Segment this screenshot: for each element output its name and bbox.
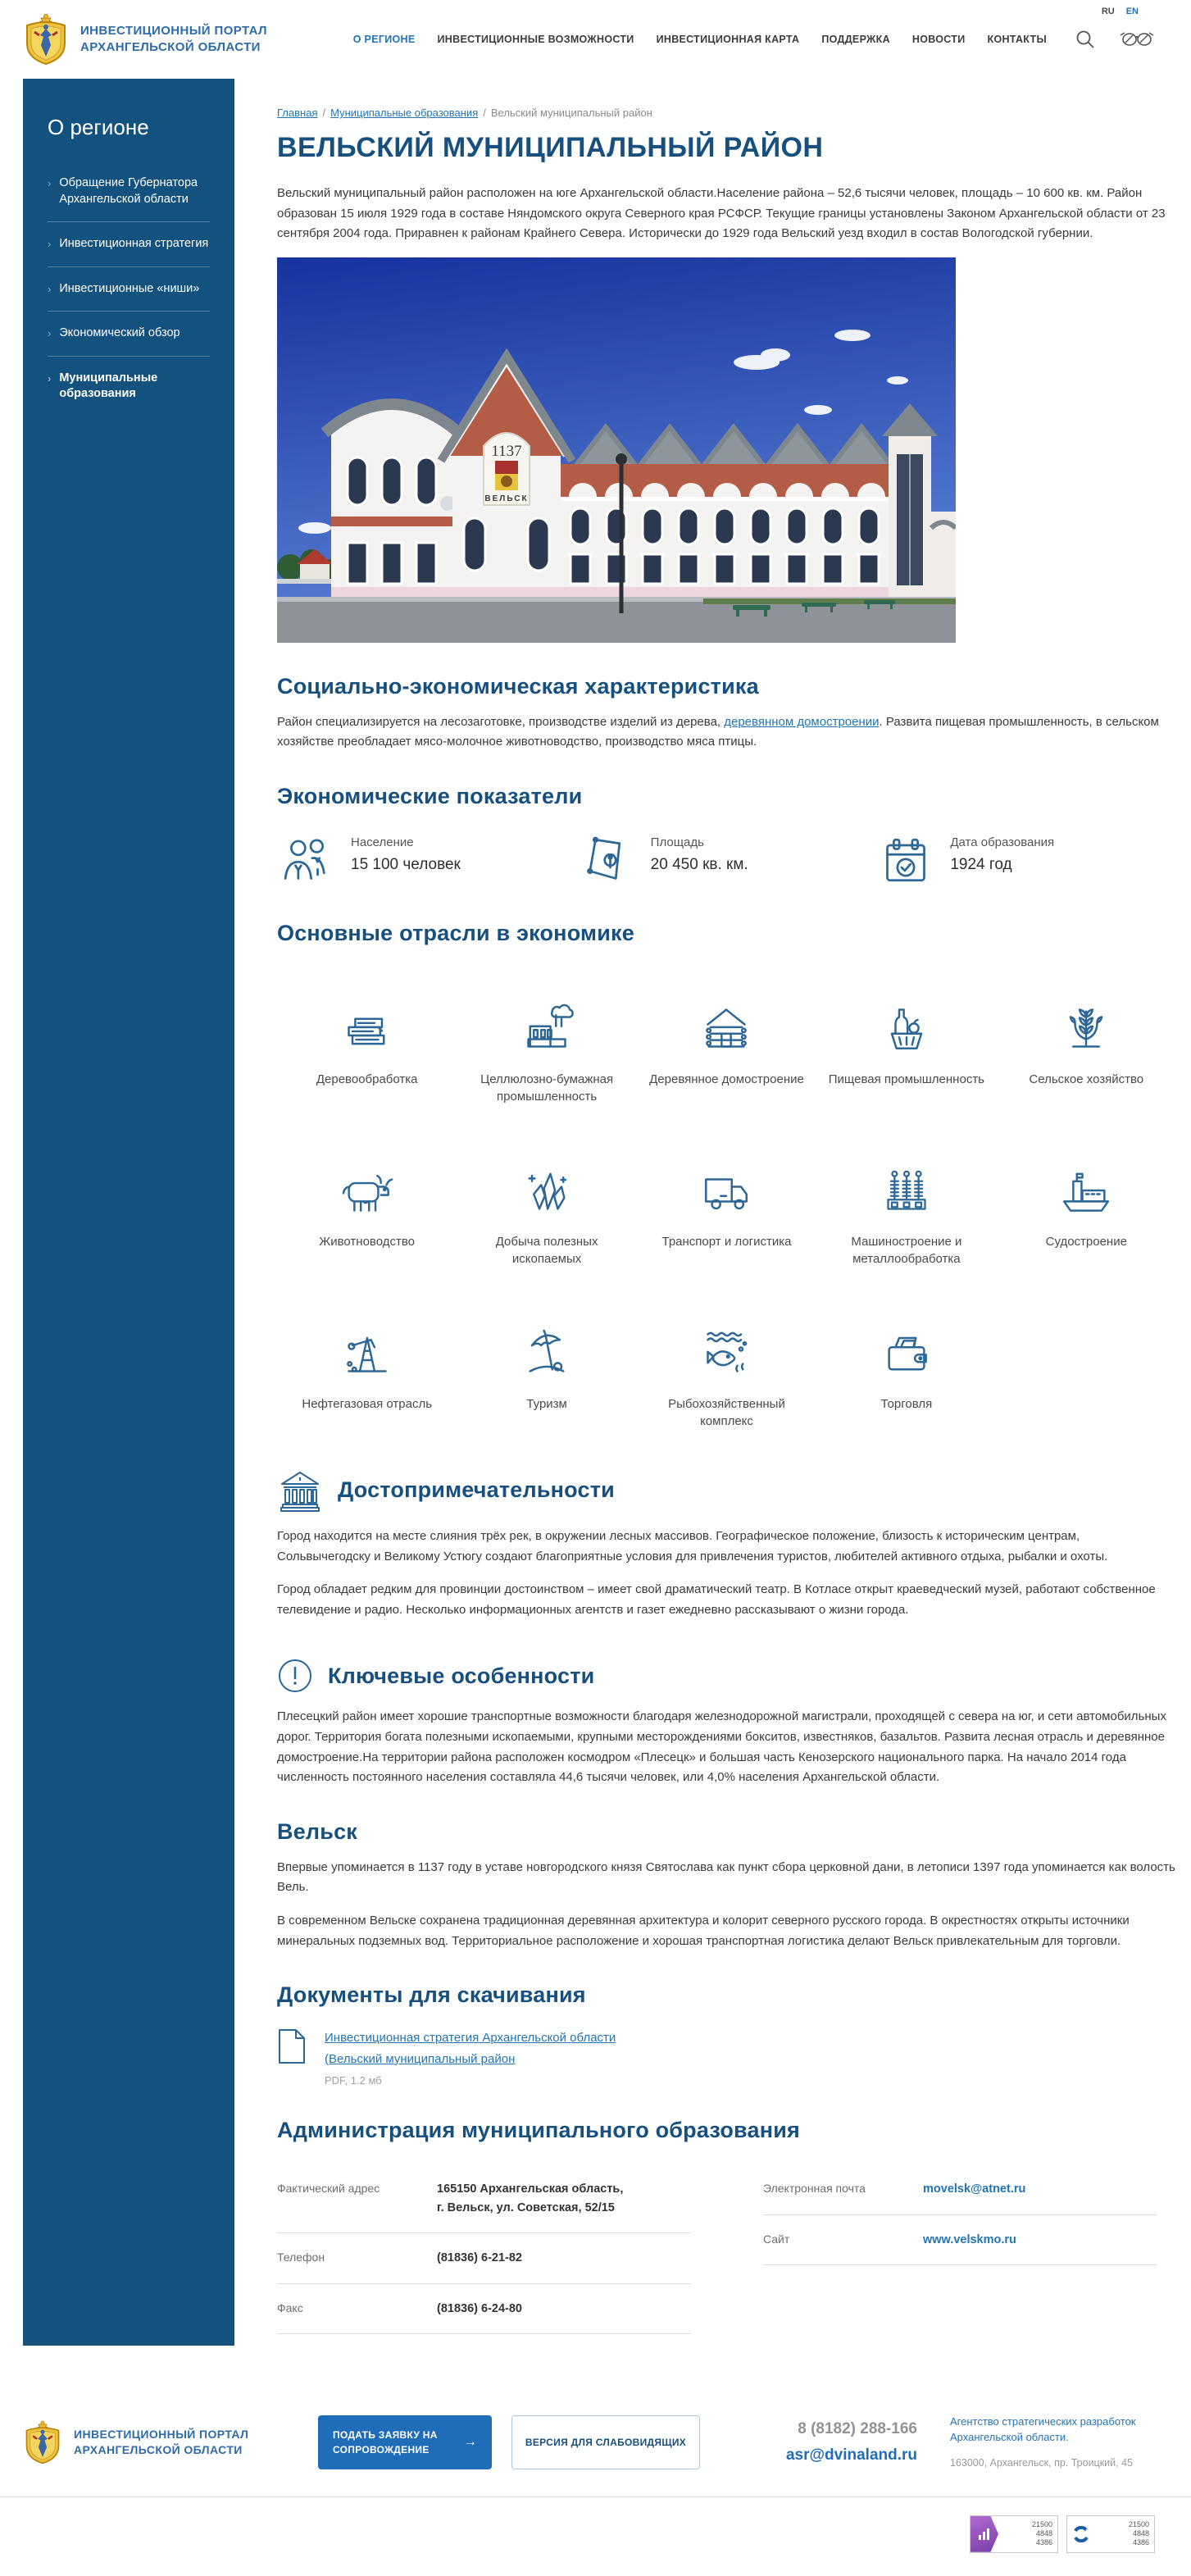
table-row — [277, 2164, 691, 2233]
sidebar-item-label: Муниципальные образования — [59, 371, 158, 401]
food-industry-icon — [877, 999, 936, 1058]
features-heading-row — [277, 1658, 1176, 1694]
row-label: Телефон — [277, 2251, 325, 2264]
indicator-area — [577, 831, 877, 890]
people-icon — [277, 831, 336, 890]
content-layout — [0, 79, 1191, 2346]
industry-label: Животноводство — [319, 1234, 415, 1249]
main-content — [277, 79, 1176, 2346]
row-label: Факс — [277, 2301, 303, 2314]
nav-support[interactable]: ПОДДЕРЖКА — [821, 34, 890, 45]
apply-support-label: ПОДАТЬ ЗАЯВКУ НА СОПРОВОЖДЕНИЕ — [333, 2428, 438, 2455]
industry-label: Добыча полезных ископаемых — [495, 1234, 598, 1266]
footer-email[interactable]: asr@dvinaland.ru — [785, 2446, 917, 2464]
sidebar-item-label: Инвестиционные «ниши» — [59, 281, 200, 295]
chevron-right-icon: › — [48, 282, 52, 295]
sidebar-item-governor-address[interactable] — [48, 162, 210, 222]
agency-name: Агентство стратегических разработок Архангельской области. — [950, 2414, 1136, 2443]
footer-logo[interactable] — [23, 2419, 318, 2465]
industry-label: Туризм — [526, 1396, 567, 1411]
header — [0, 0, 1191, 79]
nav-contacts[interactable]: КОНТАКТЫ — [987, 34, 1047, 45]
industry-livestock — [277, 1145, 457, 1268]
indicators-heading: Экономические показатели — [277, 783, 583, 808]
administration-heading: Администрация муниципального образования — [277, 2118, 800, 2143]
log-house-icon — [697, 999, 756, 1058]
document-meta: PDF, 1.2 мб — [325, 2074, 382, 2087]
social-economic-heading: Социально-экономическая характеристика — [277, 673, 759, 699]
row-value: (81836) 6-21-82 — [437, 2251, 522, 2265]
emblem-year: 1137 — [491, 442, 522, 460]
industries-grid — [277, 982, 1176, 1430]
social-economic-text — [277, 712, 1176, 753]
page-title: ВЕЛЬСКИЙ МУНИЦИПАЛЬНЫЙ РАЙОН — [277, 132, 824, 163]
address-line: 165150 Архангельская область, — [437, 2182, 624, 2196]
header-icons — [1075, 29, 1155, 50]
site-logo[interactable] — [23, 12, 267, 66]
administration-left-column — [277, 2164, 691, 2334]
text-fragment: . Развита пищевая промышленность, в сельском хозяйстве преобладает мясо-молочное животноводство, производство мяса птицы. — [277, 714, 1159, 749]
breadcrumb: Главная / Муниципальные образования / Вельский муниципальный район — [277, 107, 652, 119]
indicator-value: 15 100 человек — [351, 855, 461, 873]
minerals-icon — [517, 1161, 576, 1220]
visit-counter-liveinternet[interactable] — [970, 2515, 1058, 2553]
sidebar — [23, 79, 234, 2346]
industry-tourism — [457, 1307, 636, 1430]
industry-food — [816, 982, 996, 1105]
emblem-city: ВЕЛЬСК — [484, 494, 529, 503]
address-line: г. Вельск, ул. Советская, 52/15 — [437, 2201, 615, 2214]
indicator-value: 20 450 кв. км. — [650, 855, 748, 873]
industry-machinery — [816, 1145, 996, 1268]
velsk-paragraph-1: Впервые упоминается в 1137 году в уставе новгородского князя Святослава как пункт сбора церковной дани, в летописи 1397 года упоминается как волость Вель. — [277, 1859, 1175, 1895]
arrow-right-icon: → — [463, 2434, 477, 2449]
document-item — [277, 2028, 1176, 2087]
attractions-heading: Достопримечательности — [338, 1477, 615, 1503]
table-row — [277, 2284, 691, 2334]
lang-ru[interactable]: RU — [1101, 7, 1115, 16]
row-label: Сайт — [763, 2232, 790, 2246]
features-paragraph: Плесецкий район имеет хорошие транспортные возможности благодаря железнодорожной магистрали, проходящей с севера на юг, и сети автомобильных дорог. Территория богата полезными ископаемыми, крупными месторождениями бокситов, известняков, базальтов. Развита лесная отрасль и деревянное домостроение.На территории района расположен космодром «Плесецк» и большая часть Кенозерского национального парка. На начало 2014 года численность постоянного населения составляла 44,6 тысячи человек, или 4,0% населения Архангельской области. — [277, 1709, 1166, 1785]
truck-icon — [697, 1161, 756, 1220]
industry-woodworking — [277, 982, 457, 1105]
indicator-population — [277, 831, 577, 890]
main-nav — [353, 34, 1047, 45]
ship-icon — [1055, 1161, 1117, 1220]
industry-trade — [816, 1307, 996, 1430]
industry-pulp-paper — [457, 982, 636, 1105]
chevron-right-icon: › — [48, 177, 52, 189]
agency-address: 163000, Архангельск, пр. Троицкий, 45 — [950, 2456, 1133, 2469]
sidebar-title: О регионе — [48, 115, 149, 139]
nav-about-region[interactable]: О РЕГИОНЕ — [352, 34, 416, 45]
attractions-heading-row — [277, 1468, 1176, 1513]
bar-chart-icon — [971, 2516, 998, 2552]
lang-en[interactable]: EN — [1125, 7, 1139, 16]
footer-site-title: ИНВЕСТИЦИОННЫЙ ПОРТАЛ АРХАНГЕЛЬСКОЙ ОБЛАСТИ — [74, 2427, 249, 2456]
sidebar-item-invest-strategy[interactable] — [48, 222, 210, 267]
breadcrumb-home[interactable]: Главная — [277, 107, 318, 119]
accessibility-glasses-icon[interactable] — [1119, 31, 1155, 48]
cow-icon — [336, 1161, 398, 1220]
indicator-label: Дата образования — [950, 835, 1055, 849]
footer-phone[interactable]: 8 (8182) 288-166 — [798, 2419, 917, 2437]
paper-mill-icon — [517, 999, 576, 1058]
industries-heading: Основные отрасли в экономике — [277, 920, 634, 945]
intro-paragraph: Вельский муниципальный район расположен на юге Архангельской области.Население района – 52,6 тысячи человек, площадь – 10 600 кв. км. Район образован 15 июля 1929 года в составе Няндомского округа Северного края РСФСР. Текущие границы установлены Законом Архангельской области от 23 сентября 2004 года. Приравнен к районам Крайнего Севера. Исторически до 1929 года Вельский уезд входил в состав Вологодской губернии. — [277, 186, 1166, 241]
chevron-right-icon: › — [48, 238, 52, 251]
administration-table — [277, 2164, 1176, 2334]
apply-support-button[interactable] — [318, 2415, 492, 2469]
industry-label: Нефтегазовая отрасль — [302, 1396, 433, 1411]
site-title: ИНВЕСТИЦИОННЫЙ ПОРТАЛ АРХАНГЕЛЬСКОЙ ОБЛАСТИ — [80, 23, 267, 54]
industry-label: Целлюлозно-бумажная промышленность — [480, 1072, 614, 1104]
map-pin-icon — [577, 831, 636, 890]
industry-shipbuilding — [997, 1145, 1176, 1268]
exclamation-circle-icon — [277, 1658, 313, 1694]
row-value: (81836) 6-24-80 — [437, 2301, 522, 2315]
email-link[interactable]: movelsk@atnet.ru — [923, 2182, 1026, 2196]
oil-gas-icon — [338, 1323, 397, 1382]
indicator-value: 1924 год — [950, 855, 1012, 873]
indicator-label: Площадь — [650, 835, 704, 849]
table-row — [763, 2164, 1157, 2214]
industry-wooden-housing — [637, 982, 816, 1105]
economic-indicators — [277, 831, 1176, 890]
website-link[interactable]: www.velskmo.ru — [923, 2232, 1016, 2246]
footer-agency — [950, 2414, 1155, 2470]
bottom-bar — [0, 2496, 1191, 2576]
footer-contacts — [786, 2420, 917, 2464]
industry-label: Пищевая промышленность — [828, 1072, 984, 1086]
industry-label: Деревообработка — [316, 1072, 418, 1086]
attractions-paragraph-2: Город обладает редким для провинции достоинством – имеет свой драматический театр. В Котласе открыт краеведческий музей, работают собственное телевидение и радио. Несколько информационных агентств и газет ежедневно рассказывают о жизни города. — [277, 1582, 1156, 1617]
chevron-right-icon: › — [48, 371, 52, 385]
nav-invest-opportunities[interactable]: ИНВЕСТИЦИОННЫЕ ВОЗМОЖНОСТИ — [437, 34, 634, 45]
visit-counter-secondary[interactable] — [1066, 2515, 1155, 2553]
industry-label: Рыбохозяйственный комплекс — [668, 1396, 785, 1428]
row-label: Фактический адрес — [277, 2182, 380, 2196]
industry-fishery — [637, 1307, 816, 1430]
velsk-heading: Вельск — [277, 1818, 357, 1844]
document-icon — [277, 2028, 307, 2065]
trade-icon — [877, 1323, 936, 1382]
coat-of-arms-icon — [23, 2419, 62, 2465]
attractions-paragraph-1: Город находится на месте слияния трёх рек, в окружении лесных массивов. Географическое положение, близость к историческим центрам, Сольвычегодску и Великому Устюгу создают благоприятные условия для привлечения туристов, любителей активного отдыха, рыбалки и охоты. — [277, 1528, 1108, 1563]
district-photo — [277, 257, 956, 643]
indicator-founded — [876, 831, 1176, 890]
industry-transport — [637, 1145, 816, 1268]
tourism-icon — [517, 1323, 576, 1382]
documents-heading: Документы для скачивания — [277, 1982, 586, 2008]
industry-label: Машиностроение и металлообработка — [851, 1234, 962, 1266]
text-fragment: Район специализируется на лесозаготовке, производстве изделий из дерева, — [277, 714, 725, 729]
language-switcher — [1102, 7, 1139, 16]
administration-right-column — [763, 2164, 1157, 2334]
table-row — [277, 2233, 691, 2283]
industry-mining — [457, 1145, 636, 1268]
features-heading: Ключевые особенности — [328, 1663, 595, 1688]
sidebar-item-label: Обращение Губернатора Архангельской области — [59, 176, 198, 206]
industry-label: Деревянное домостроение — [649, 1072, 804, 1086]
sidebar-item-invest-niches[interactable] — [48, 267, 210, 312]
strategy-document-link[interactable]: Инвестиционная стратегия Архангельской области (Вельский муниципальный район — [325, 2031, 616, 2066]
industry-agriculture — [997, 982, 1176, 1105]
breadcrumb-municipalities[interactable]: Муниципальные образования — [330, 107, 479, 119]
machinery-icon — [877, 1161, 936, 1220]
row-label: Электронная почта — [763, 2182, 866, 2196]
sidebar-item-municipalities[interactable] — [48, 357, 210, 416]
nav-invest-map[interactable]: ИНВЕСТИЦИОННАЯ КАРТА — [656, 34, 800, 45]
table-row — [763, 2215, 1157, 2265]
industry-label: Транспорт и логистика — [661, 1234, 792, 1249]
footer — [0, 2393, 1191, 2478]
chevron-right-icon: › — [48, 327, 52, 340]
wooden-housebuilding-link[interactable]: деревянном домостроении — [724, 714, 880, 729]
industry-label: Торговля — [880, 1396, 933, 1411]
industry-label: Сельское хозяйство — [1029, 1072, 1144, 1086]
coat-of-arms-icon — [23, 12, 69, 66]
velsk-paragraph-2: В современном Вельске сохранена традиционная деревянная архитектура и колорит северного русского города. В окрестностях открыты источники минеральных подземных вод. Территориальное расположение и хорошая транспортная логистика делают Вельск привлекательным для торговли. — [277, 1913, 1130, 1948]
lumber-icon — [338, 999, 397, 1058]
cycle-arrows-icon — [1067, 2516, 1095, 2552]
museum-icon — [277, 1468, 323, 1513]
indicator-label: Население — [351, 835, 414, 849]
counter-values: 21500 4848 4386 — [1128, 2519, 1149, 2546]
sidebar-item-label: Инвестиционная стратегия — [59, 237, 209, 251]
accessibility-version-button[interactable]: ВЕРСИЯ ДЛЯ СЛАБОВИДЯЩИХ — [511, 2415, 700, 2469]
breadcrumb-current: Вельский муниципальный район — [490, 107, 652, 119]
nav-news[interactable]: НОВОСТИ — [911, 34, 966, 45]
search-icon[interactable] — [1075, 29, 1096, 50]
industry-label: Судостроение — [1045, 1234, 1127, 1249]
row-value — [437, 2180, 623, 2217]
sidebar-item-economic-review[interactable] — [48, 312, 210, 357]
sidebar-item-label: Экономический обзор — [59, 326, 180, 340]
fishery-icon — [697, 1323, 756, 1382]
wheat-icon — [1057, 999, 1116, 1058]
industry-oil-gas — [277, 1307, 457, 1430]
calendar-check-icon — [876, 831, 935, 890]
counter-values: 21500 4848 4386 — [1031, 2519, 1052, 2546]
